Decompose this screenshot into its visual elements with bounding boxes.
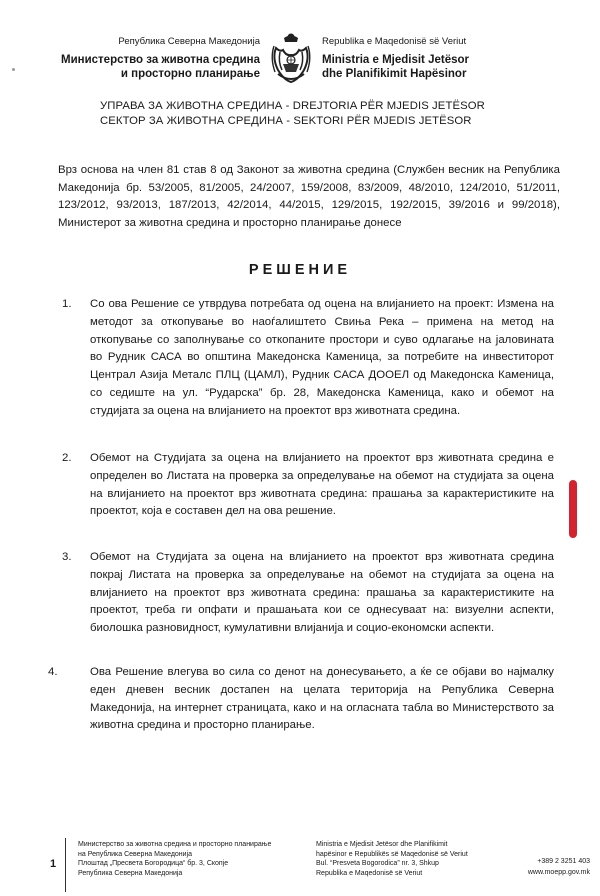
decision-item: Со ова Решение се утврдува потребата од оцена на влијанието на проект: Измена на методот за откопување во наоѓалиштето Свиња Река – примена на метод на откопување со заполнување со откопаните простори и суво одлагање на јаловината во Рудник САСА во општина Македонска Каменица, за потребите на инвеститорот Централ Азија Металс ПЛЦ (ЦАМЛ), Рудник САСА ДООЕЛ од Македонска Каменица, со седиште на ул. “Рударска” бр. 28, Македонска Каменица, како и обемот на студијата за оцена на влијанието на проектот врз животната средина. <box>90 298 554 417</box>
footer-mid-line1: Ministria e Mjedisit Jetësor dhe Planifikimit <box>316 841 448 848</box>
item-number: 3. <box>62 551 72 563</box>
item-number: 2. <box>62 452 72 464</box>
footer-left-line2: на Република Северна Македонија <box>78 850 193 858</box>
footer-mid-line2: hapësinor e Republikës së Maqedonisë së Veriut <box>316 850 468 858</box>
footer-mid-line3: Bul. “Presveta Bogorodica” nr. 3, Shkup <box>316 860 439 867</box>
header-left-ministry-line2: и просторно планирање <box>120 68 260 80</box>
header-left-ministry-line1: Министерство за животна средина <box>60 54 260 66</box>
decision-item: Обемот на Студијата за оцена на влијанието на проектот врз животната средина покрај Листата на проверка за определување на обемот на студијата за оцена на влијанието на проектот врз животната средина: прашања за карактеристиките на проектот, треба ги опфати и прашањата кои се однесуваат на: визуелни аспекти, биолошка разновидност, кумулативни влијанија и социо-економски аспекти. <box>90 551 554 635</box>
header-right-ministry <box>322 53 572 81</box>
footer-address-mk <box>78 840 308 878</box>
scan-dot <box>12 68 15 71</box>
legal-basis-paragraph: Врз основа на член 81 став 8 од Законот за животна средина (Службен весник на Република Македонија бр. 53/2005, 81/2005, 24/2007, 159/2008, 83/2009, 48/2010, 124/2010, 51/2011, 123/2012, 93/2013, 187/2013, 42/2014, 44/2015, 129/2015, 192/2015, 39/2016 и 99/2018), Министерот за животна средина и просторно планирање донесе <box>58 164 560 229</box>
footer-address-sq <box>316 840 516 878</box>
header-right-ministry-line1: Ministria e Mjedisit Jetësor <box>322 54 469 66</box>
coat-of-arms-icon <box>266 28 316 84</box>
header-left-ministry <box>40 53 260 81</box>
decision-item: Обемот на Студијата за оцена на влијанието на проектот врз животната средина е определен во Листата на проверка за определување на обемот на студијата за оцена на влијанието на проектот врз животната средина: прашања за карактеристиките на проектот, која е составен дел на ова решение. <box>90 452 554 518</box>
scroll-marker <box>569 480 577 538</box>
header-right-ministry-line2: dhe Planifikimit Hapësinor <box>322 68 467 80</box>
footer-left-line3: Плоштад „Пресвета Богородица“ бр. 3, Скопје <box>78 860 229 867</box>
department-line2: СЕКТОР ЗА ЖИВОТНА СРЕДИНА - SEKTORI PËR MJEDIS JETËSOR <box>100 115 472 127</box>
header-right-country: Republika e Maqedonisë së Veriut <box>322 36 467 47</box>
item-number: 1. <box>62 298 72 310</box>
item-number: 4. <box>48 666 58 678</box>
header-left-country: Република Северна Македонија <box>118 36 260 47</box>
header-right <box>322 36 572 81</box>
footer-phone: +389 2 3251 403 <box>537 858 590 865</box>
footer-mid-line4: Republika e Maqedonisë së Veriut <box>316 869 423 877</box>
page-number: 1 <box>50 858 57 870</box>
decision-title: РЕШЕНИЕ <box>248 262 352 278</box>
footer-website[interactable]: www.moepp.gov.mk <box>527 869 590 876</box>
department-heading <box>100 99 520 129</box>
department-line1: УПРАВА ЗА ЖИВОТНА СРЕДИНА - DREJTORIA PËR MJEDIS JETËSOR <box>100 100 485 112</box>
footer-left-line1: Министерство за животна средина и просторно планирање <box>78 841 272 848</box>
header-left <box>40 36 260 81</box>
decision-item: Ова Решение влегува во сила со денот на донесувањето, а ќе се објави во најмалку еден дневен весник достапен на целата територија на Република Северна Македонија, на интернет страницата, како и на огласната табла во Министерството за животна средина и просторно планирање. <box>90 666 554 732</box>
footer-contact <box>510 856 590 878</box>
footer-divider <box>65 838 66 892</box>
footer-left-line4: Република Северна Македонија <box>78 869 183 877</box>
